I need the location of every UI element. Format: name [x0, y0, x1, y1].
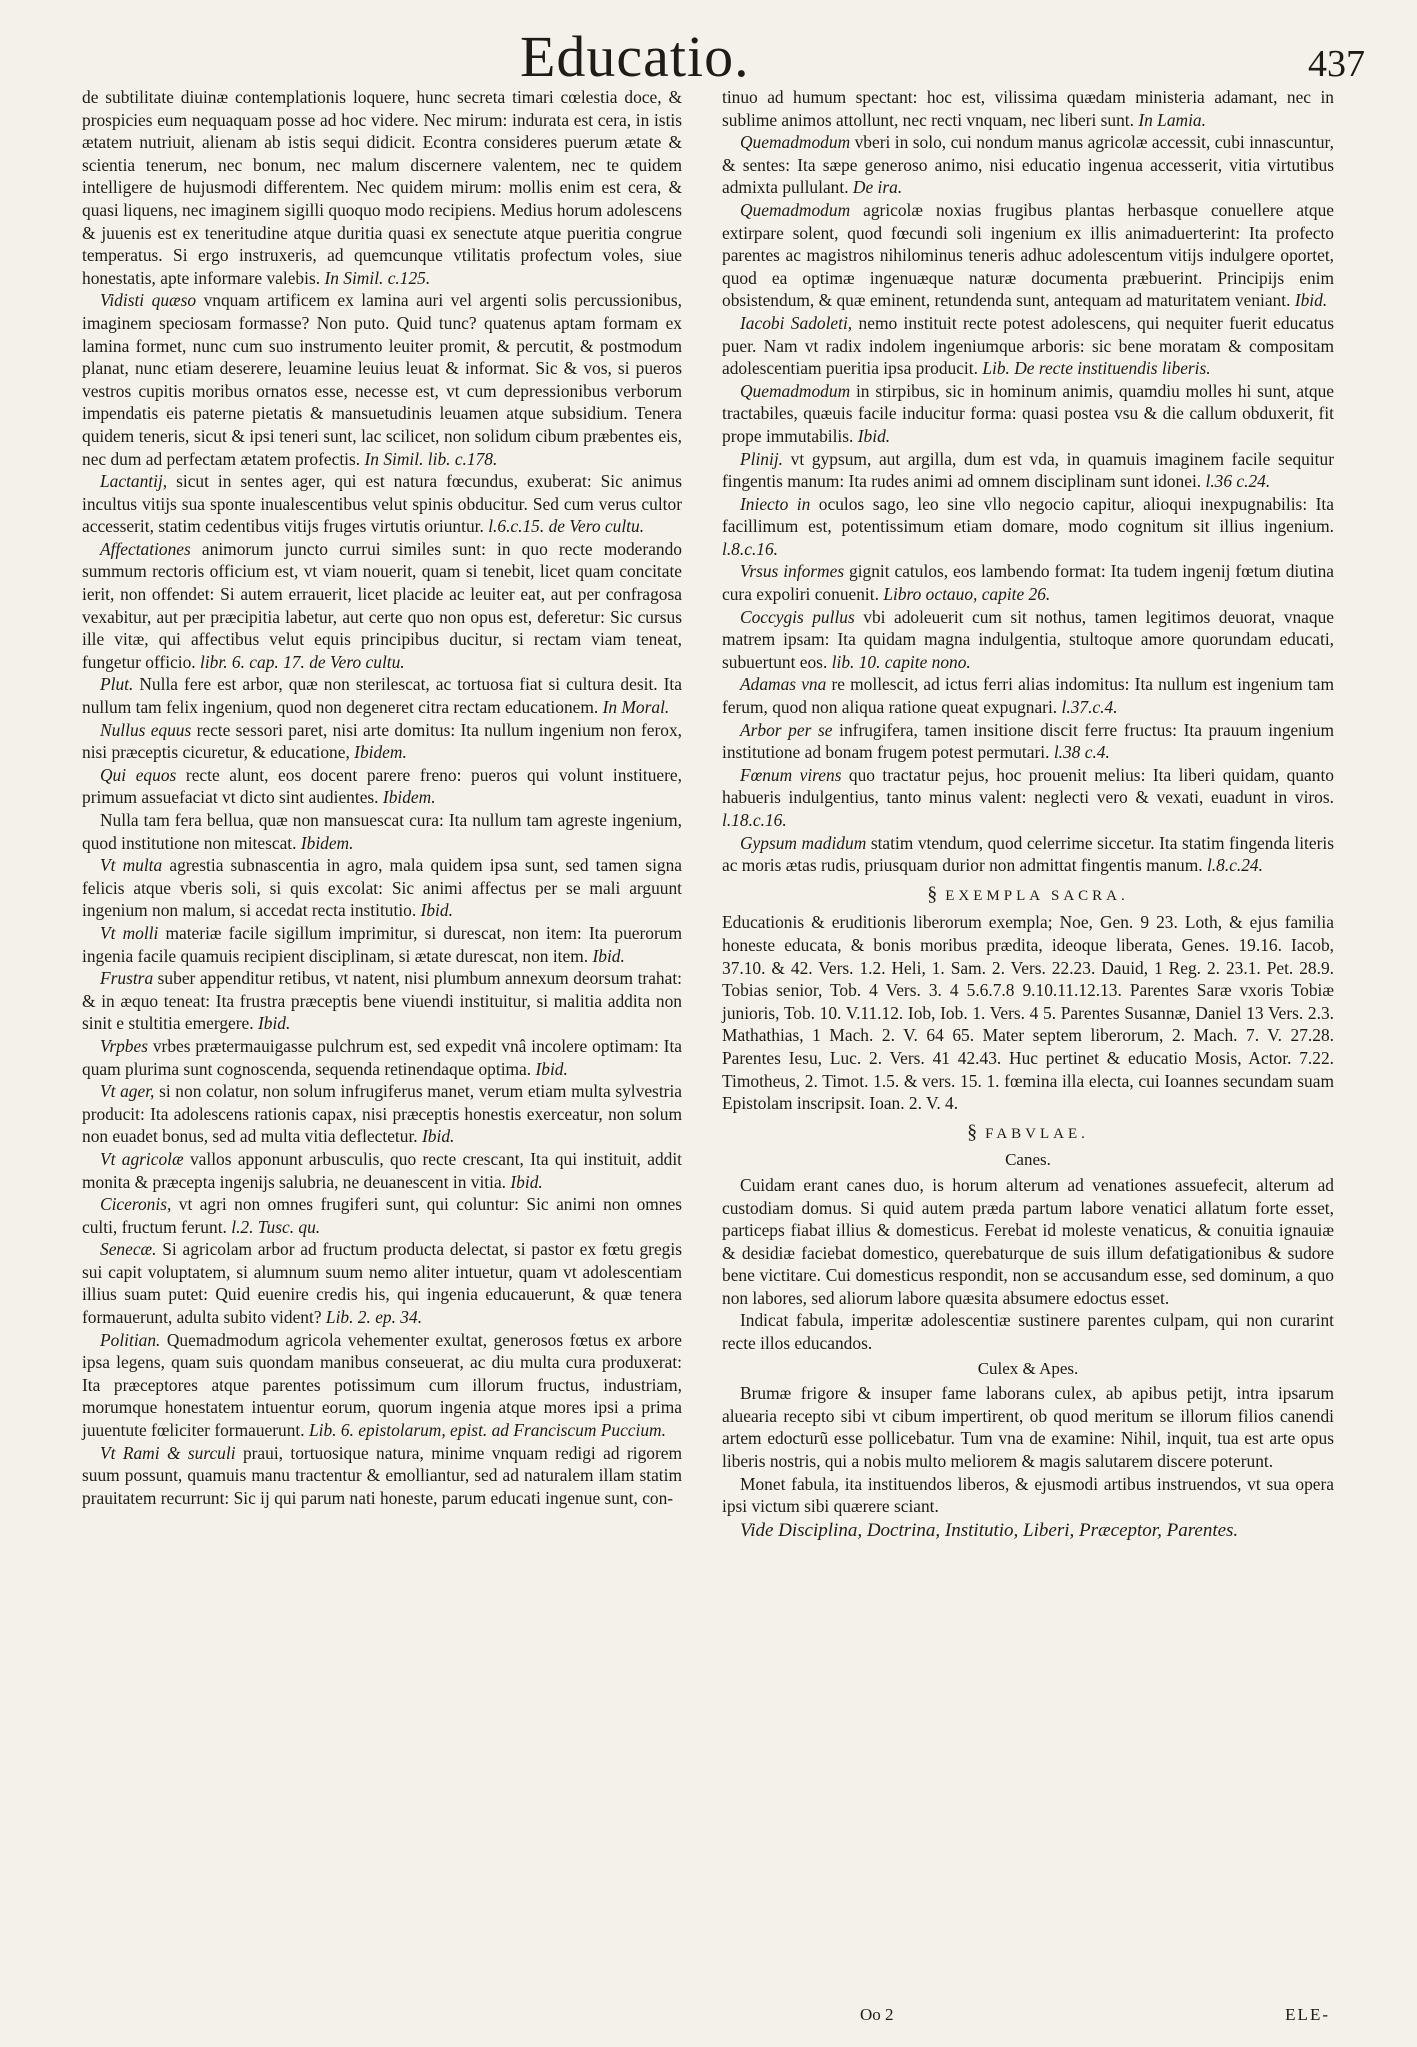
- entry: [722, 673, 1334, 718]
- entry: [82, 1148, 682, 1193]
- entry-text: vrbes prætermauigasse pulchrum est, sed expedit vnâ incolere optimam: Ita quam plurima sunt cognoscenda, sequenda retinendaque optima.: [82, 1035, 682, 1079]
- entry-text: suber appenditur retibus, vt natent, nisi plumbum annexum deorsum trahat: & in æquo teneat: Ita frustra præceptis bene viuendi instituitur, si malitia addita non sinit e stultitia emergere.: [82, 968, 682, 1034]
- cross-reference: Vide Disciplina, Doctrina, Institutio, Liberi, Præceptor, Parentes.: [740, 1519, 1239, 1541]
- entry: [722, 448, 1334, 493]
- entry: [82, 1238, 682, 1328]
- entry-lead: Vt ager,: [100, 1081, 155, 1102]
- entry: [82, 1035, 682, 1080]
- left-column: [82, 86, 682, 1509]
- entry: [82, 854, 682, 922]
- entry-text: materiæ facile sigillum imprimitur, si durescat, non item: Ita puerorum ingenia facile quamuis recipient disciplinam, si ætate durescat, non item.: [82, 922, 682, 966]
- section-mark: §: [967, 1120, 978, 1143]
- entry: [82, 967, 682, 1035]
- entry-source: Ibid.: [857, 425, 891, 446]
- entry-text: Nulla fere est arbor, quæ non sterilescat, ac tortuosa fiat si cultura desit. Ita nullum tam felix ingenium, quod non degeneret citra rectam educationem.: [82, 674, 682, 718]
- entry-lead: Quemadmodum: [740, 132, 851, 153]
- entry-source: In Simil. c.125.: [324, 267, 431, 288]
- entry-source: Ibidem.: [382, 787, 436, 808]
- entry-source: l.8.c.16.: [722, 538, 779, 559]
- entry-text: agrestia subnascentia in agro, mala quidem ipsa sunt, sed tamen signa felicis atque vberis soli, si quis excolat: Sic animi affectus per se mali arguunt ingenium non malum, si accedat recta institutio.: [82, 855, 683, 921]
- entry-source: l.6.c.15. de Vero cultu.: [488, 516, 645, 537]
- entry-text: vnquam artificem ex lamina auri vel argenti solis percussionibus, imaginem speciosam formasse? Non puto. Quid tunc? quatenus aptam formam ex lamina formet, nunc cum suo instrumento leuiter promit, & percutit, & postmodum planat, nunc etiam deserere, leuamine leuius leuat & informat. Sic & vos, si pueros vestros cupitis moribus ornatos esse, necesse est, vt cum depressionibus verborum impendatis eis paterne pietatis & mansuetudinis leuamen atque subsidium. Tenera quidem teneris, sicut & ipsi teneri sunt, lac scilicet, non solidum cibum præbentes eis, nec dum ad perfectam ætatem profectis.: [82, 290, 682, 469]
- entry-source: Lib. 6. epistolarum, epist. ad Franciscum Puccium.: [308, 1420, 666, 1441]
- entry-text: re mollescit, ad ictus ferri alias indomitus: Ita nullum est ingenium tam ferum, quod non aliqua ratione queat expugnari.: [722, 674, 1334, 718]
- entry-text: Nulla tam fera bellua, quæ non mansuescat cura: Ita nullum tam agreste ingenium, quod institutione non mitescat.: [82, 810, 682, 853]
- section-heading-fabulae: [722, 1121, 1334, 1146]
- entry: [82, 1329, 682, 1442]
- entry-source: In Simil. lib. c.178.: [364, 448, 498, 469]
- entry: [722, 606, 1334, 674]
- entry: [722, 312, 1334, 380]
- exempla-sacra-text: Educationis & eruditionis liberorum exempla; Noe, Gen. 9 23. Loth, & ejus familia honeste educata, & bonis moribus prædita, ideoque liberata, Genes. 19.16. Iacob, 37.10. & 42. Vers. 1.2. Heli, 1. Sam. 2. Vers. 22.23. Dauid, 1 Reg. 2. 23.1. Pet. 28.9. Tobias senior, Tob. 4 Vers. 3. 4 5.6.7.8 9.10.11.12.13. Parentes Saræ vxoris Tobiæ junioris, Tob. 10. V.11.12. Iob, Iob. 1. Vers. 4 5. Parentes Susannæ, Daniel 13 Vers. 2.3. Mathathias, 1 Mach. 2. V. 64 65. Mater septem liberorum, 2. Mach. 7. V. 27.28. Parentes Iesu, Luc. 2. Vers. 41 42.43. Huc pertinet & educatio Mosis, Actor. 7.22. Timotheus, 2. Timot. 1.5. & vers. 15. 1. fœmina illa electa, cui Ioannes secundam suam Epistolam inscripsit. Ioan. 2. V. 4.: [722, 912, 1334, 1114]
- entry: [722, 832, 1334, 877]
- entry-source: Ibid.: [592, 945, 625, 966]
- entry: [82, 719, 682, 764]
- entry-text: recte sessori paret, nisi arte domitus: Ita nullum ingenium non ferox, nisi præceptis cicuretur, & educatione,: [82, 719, 683, 763]
- entry-text: Quemadmodum agricola vehementer exultat, generosos fœtus ex arbore ipsa legens, quam suis quondam manibus conseuerat, ac diu multa cura produxerat: Ita præceptores atque parentes potissimum cum illorum fructus, industriam, morumque honestatem intuentur eorum, quorum ingenia atque mores ipsi a prima juuentute fœliciter formauerunt.: [82, 1329, 682, 1441]
- entry: [82, 86, 682, 289]
- entry-text: Si agricolam arbor ad fructum producta delectat, si pastor ex fœtu gregis sui capit voluptatem, si alumnum suum nemo aliter intuetur, quam vt adolescentiam illius suam putet: Quid euenire credis his, qui ingenia educauerunt, & quæ tenera formauerunt, adulta subito vident?: [82, 1239, 682, 1328]
- entry-source: In Moral.: [602, 697, 670, 718]
- entry: [82, 809, 682, 854]
- entry-source: libr. 6. cap. 17. de Vero cultu.: [200, 651, 405, 672]
- entry-lead: Vt molli: [100, 922, 159, 943]
- entry-lead: Vt Rami & surculi: [100, 1442, 236, 1463]
- entry-text: sicut in sentes ager, qui est natura fœcundus, exuberat: Sic animus incultus vitijs sua sponte inualescentibus velut spinis obducitur. Sed cum verus cultor accesserit, statim cedentibus vitijs fruges virtutis oriuntur.: [82, 471, 682, 537]
- signature-mark: Oo 2: [860, 2005, 894, 2024]
- entry-text: praui, tortuosique natura, minime vnquam redigi ad rigorem suum possunt, quamuis manu tractentur & emolliantur, sed ad naturalem illam statim prauitatem recurrunt: Sic ij qui parum nati honeste, parum educati ingenue sunt, con-: [82, 1442, 682, 1508]
- entry-lead: Senecæ.: [100, 1239, 157, 1260]
- section-heading-exempla-sacra: [722, 883, 1334, 908]
- page-title: Educatio.: [520, 24, 750, 89]
- entry-source: Ibid.: [1294, 290, 1328, 311]
- entry-source: Ibidem.: [354, 742, 407, 763]
- entry-text: quo tractatur pejus, hoc prouenit melius: Ita liberi quidam, quanto habueris indulgentius, tanto minus valent: neglecti vero & vexati, euadunt in viros.: [722, 764, 1335, 808]
- entry-text: agricolæ noxias frugibus plantas herbasque conuellere atque extirpare solent, quod fœcundi soli ingenium ex illis animaduerterint: Ita profecto parentes ac magistros nihilominus teneris adhuc adolescentum vitijs indulgere oportet, quod ea optimæ ingenuæque naturæ documenta præbuerint. Principijs enim obsistendum, & quæ eminent, retundenda sunt, antequam ad maturitatem veniant.: [722, 199, 1334, 311]
- entry-source: Lib. 2. ep. 34.: [325, 1307, 423, 1328]
- entry-lead: Vidisti quæso: [100, 290, 197, 311]
- fable-paragraph: Monet fabula, ita instituendos liberos, & ejusmodi artibus instruendos, vt sua opera ipsi victum sibi quærere sciant.: [722, 1473, 1334, 1517]
- entry-text: tinuo ad humum spectant: hoc est, vilissima quædam ministeria adamant, nec in sublime animos attollunt, nec recti vnquam, nec liberi sunt.: [722, 87, 1334, 130]
- fable-title: Canes.: [1005, 1150, 1051, 1170]
- entry: [82, 1080, 682, 1148]
- entry: [722, 719, 1334, 764]
- entry-lead: Plut.: [100, 674, 134, 695]
- entry-source: Lib. De recte instituendis liberis.: [982, 358, 1211, 379]
- entry: [722, 493, 1334, 561]
- entry-text: vberi in solo, cui nondum manus agricolæ accessit, cubi innascuntur, & sentes: Ita sæpe generoso animo, nisi educatio ingenua accesserit, vitia virtutibus admixta pullulant.: [722, 132, 1334, 198]
- right-column-entries: [722, 86, 1334, 877]
- entry: [722, 560, 1334, 605]
- entry-source: Ibid.: [420, 900, 453, 921]
- entry-source: l.8.c.24.: [1206, 855, 1263, 876]
- entry-lead: Adamas vna: [740, 674, 827, 695]
- entry-text: vallos apponunt arbusculis, quo recte crescant, Ita qui instituit, addit monita & præcepta ingenijs salubria, ne deuanescent in vitia.: [82, 1148, 682, 1192]
- entry-text: vt gypsum, aut argilla, dum est vda, in quamuis imaginem facile sequitur fingentis manum: Ita rudes animi ad omnem disciplinam sunt idonei.: [722, 448, 1334, 492]
- entry-lead: Politian.: [100, 1329, 161, 1350]
- entry-lead: Vt multa: [100, 855, 163, 876]
- entry-lead: Iniecto in: [740, 493, 811, 514]
- entry-lead: Vrsus informes: [740, 561, 845, 582]
- entry-source: In Lamia.: [1138, 109, 1206, 130]
- entry-source: Libro octauo, capite 26.: [883, 584, 1051, 605]
- entry-lead: Ciceronis,: [100, 1194, 172, 1215]
- entry-source: l.37.c.4.: [1061, 697, 1118, 718]
- entry-text: in stirpibus, sic in hominum animis, quamdiu molles hi sunt, atque tractabiles, quæuis facile inducitur forma: quasi postea vsu & die callum obduxerit, fit prope immutabilis.: [722, 380, 1334, 446]
- section-title: FABVLAE.: [985, 1125, 1089, 1142]
- entry-lead: Coccygis pullus: [740, 606, 855, 627]
- entry-text: statim vtendum, quod celerrime siccetur. Ita statim fingenda literis ac moris ætas rudis, priusquam durior non admittat fingentis manum.: [722, 832, 1334, 876]
- entry-text: vt agri non omnes frugiferi sunt, qui coluntur: Sic animi non omnes culti, fructum ferunt.: [82, 1194, 682, 1237]
- entry-text: de subtilitate diuinæ contemplationis loquere, hunc secreta timari cœlestia doce, & prospicies eum nequaquam posse ad hoc videre. Nec mirum: indurata est cera, in istis ætatem nutriuit, alienam ab istis sequi didicit. Econtra consideres puerum ætate & scientia tenerum, nec bonum, nec malum discernere valentem, nec te quidem intelligere de hujusmodi differentem. Nec quidem mirum: mollis enim est cera, & quasi liquens, nec imaginem sigilli quoquo modo recipiens. Medius horum adolescens & juuenis est ex teneritudine atque duritia quasi ex senectute atque pueritia congrue temperatus. Si ergo instruxeris, ad quemcunque vtilitatis profectum voles, siue honestatis, apte informare valebis.: [82, 87, 682, 288]
- entry-text: animorum juncto currui similes sunt: in quo recte moderando summum rectoris officium est, vt viam nouerit, quam si tenebit, licet quam concitate ierit, non offendet: Si autem errauerit, licet placide ac leuiter eat, aut per confragosa vexabitur, aut per præcipitia labetur, aut certe quo non opus est, deferetur: Sic cursus ille vitæ, qui affectibus velut equis principibus ducitur, si rectam viam teneat, fungetur officio.: [82, 538, 682, 672]
- section-mark: §: [927, 882, 938, 905]
- entry: [82, 538, 682, 674]
- entry-lead: Fœnum virens: [740, 764, 842, 785]
- entry-source: Ibid.: [510, 1171, 543, 1192]
- right-column: [722, 86, 1334, 1544]
- entry: [82, 922, 682, 967]
- entry: [722, 764, 1334, 832]
- entry-lead: Arbor per se: [740, 719, 833, 740]
- entry-lead: Quemadmodum: [740, 380, 851, 401]
- entry-text: recte alunt, eos docent parere freno: pueros qui volunt instituere, primum assuefaciat vt dicto sint audientes.: [82, 764, 682, 808]
- page-footer: [860, 2005, 1330, 2029]
- entry-text: oculos sago, leo sine vllo negocio capitur, alioqui inexpugnabilis: Ita facillimum est, potentissimum etiam domare, modo cognitum sit illius ingenium.: [722, 493, 1334, 537]
- entry: [82, 289, 682, 470]
- page-number: 437: [1308, 43, 1365, 85]
- entry-source: Ibid.: [422, 1126, 455, 1147]
- entry-lead: Lactantij,: [100, 471, 168, 492]
- entry-source: lib. 10. capite nono.: [831, 651, 971, 672]
- fables: [722, 1149, 1334, 1518]
- section-title: EXEMPLA SACRA.: [945, 887, 1129, 904]
- entry: [722, 86, 1334, 131]
- entry-source: Ibid.: [535, 1058, 568, 1079]
- entry-source: De ira.: [852, 177, 903, 198]
- entry: [82, 673, 682, 718]
- entry: [722, 380, 1334, 448]
- entry-text: gignit catulos, eos lambendo format: Ita tudem ingenij fœtum diutina cura expoliri conuenit.: [722, 561, 1334, 605]
- entry-source: Ibidem.: [300, 832, 354, 853]
- entry-source: l.38 c.4.: [1053, 742, 1110, 763]
- entry-lead: Nullus equus: [100, 719, 192, 740]
- fable-paragraph: Indicat fabula, imperitæ adolescentiæ sustinere parentes culpam, qui non curarint recte illos educandos.: [722, 1310, 1334, 1354]
- entry-source: l.2. Tusc. qu.: [231, 1216, 321, 1237]
- running-head: [0, 22, 1417, 92]
- entry-lead: Qui equos: [100, 764, 177, 785]
- fable-title: Culex & Apes.: [977, 1358, 1079, 1378]
- fable-paragraph: Brumæ frigore & insuper fame laborans culex, ab apibus petijt, intra ipsarum aluearia recepto sibi vt cibum impertirent, ob quod meritum se illorum filios canendi artem edocturũ esse pollicebatur. Tum vna de examine: Nihil, inquit, tua est arte opus liberis nostris, qui a nobis multo meliorem & magis salutarem discere poterunt.: [722, 1383, 1334, 1472]
- entry-lead: Quemadmodum: [740, 199, 851, 220]
- entry: [82, 470, 682, 538]
- entry-lead: Frustra: [100, 968, 154, 989]
- catchword: ELE-: [1285, 2005, 1330, 2024]
- fable-paragraph: Cuidam erant canes duo, is horum alterum ad venationes assuefecit, alterum ad custodiam domus. Si quid autem præda partum labore venatici allatum forte esset, particeps fiabat illius & domesticus. Ferebat id moleste venaticus, & conuitia ignauiæ & desidiæ faciebat domestico, querebaturque de suis illum defatigationibus & sudore bene victitare. Cui domesticus respondit, non se accusandum esse, sed dominum, a quo non labores, sed aliorum labore quæsita absumere edoctus esset.: [722, 1174, 1334, 1308]
- entry-lead: Gypsum madidum: [740, 832, 867, 853]
- entry: [82, 764, 682, 809]
- entry: [82, 1442, 682, 1510]
- entry-text: vbi adoleuerit cum sit nothus, tamen legitimos deuorat, vnaque matrem ipsam: Ita quidam magna indulgentia, stultoque amore quorundam educati, subuertunt eos.: [722, 606, 1334, 672]
- entry-source: l.36 c.24.: [1205, 471, 1271, 492]
- entry-lead: Plinij.: [740, 448, 783, 469]
- entry-lead: Affectationes: [100, 538, 191, 559]
- entry-text: infrugifera, tamen insitione discit ferre fructus: Ita prauum ingenium institutione ad bonam frugem potest permutari.: [722, 719, 1335, 763]
- entry-source: Ibid.: [257, 1013, 291, 1034]
- entry-lead: Iacobi Sadoleti,: [740, 312, 853, 333]
- entry-lead: Vrpbes: [100, 1035, 148, 1056]
- entry-lead: Vt agricolæ: [100, 1148, 184, 1169]
- entry-source: l.18.c.16.: [722, 810, 787, 830]
- entry-text: si non colatur, non solum infrugiferus manet, verum etiam multa sylvestria producit: Ita adolescens rationis capax, nisi præceptis honestis exerceatur, non solum non euadet bonus, sed ad multa vitia deflectetur.: [82, 1081, 682, 1147]
- entry: [722, 199, 1334, 312]
- entry: [722, 131, 1334, 199]
- entry: [82, 1193, 682, 1238]
- entry-text: nemo instituit recte potest adolescens, qui nequiter fuerit educatus puer. Nam vt radix indolem ingeniumque arboris: sic bene moratam & compositam adolescentiam pueritia ipsa producit.: [722, 312, 1334, 379]
